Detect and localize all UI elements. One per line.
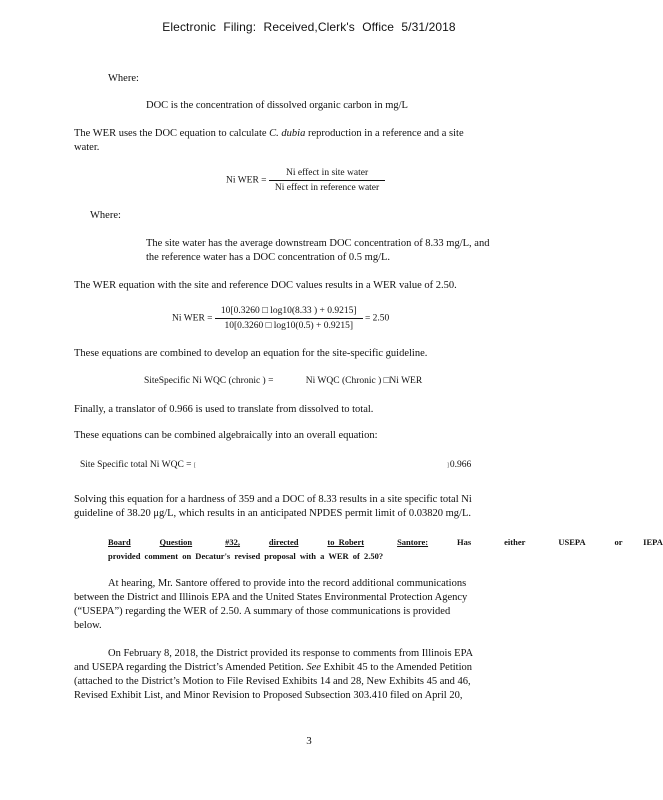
site-specific-rhs: Ni WQC (Chronic ) □Ni WER (305, 376, 423, 386)
wer-paragraph-line-2: water. (74, 142, 100, 153)
doc-definition: DOC is the concentration of dissolved organic carbon in mg/L (146, 100, 408, 111)
february-line-2-a: and USEPA regarding the District’s Amended Petition. (74, 662, 307, 673)
iepa-word: IEPA (643, 537, 663, 547)
wer-value-rhs: = 2.50 (364, 313, 390, 324)
total-wqc-lhs: Site Specific total Ni WQC = (80, 460, 192, 470)
hearing-line-1: At hearing, Mr. Santore offered to provide into the record additional communications (108, 578, 467, 589)
combined-paragraph: These equations are combined to develop an equation for the site-specific guideline. (74, 348, 428, 359)
wer-paragraph-line-1 (74, 128, 518, 139)
february-line-4: Revised Exhibit List, and Minor Revision to Proposed Subsection 303.410 filed on April 20, (74, 690, 463, 701)
wer-denominator: Ni effect in reference water (269, 180, 385, 193)
species-name: C. dubia (269, 128, 306, 139)
has-word: Has (456, 537, 472, 547)
board-question-line-1 (108, 537, 663, 547)
see-signal: See (306, 662, 321, 673)
question-word: Question (159, 537, 193, 547)
february-line-1: On February 8, 2018, the District provided its response to comments from Illinois EPA (108, 648, 474, 659)
wer-result-paragraph: The WER equation with the site and reference DOC values results in a WER value of 2.50. (74, 280, 457, 291)
equation-glyph-artifact: [ ] (193, 463, 450, 469)
where-label-1: Where: (108, 73, 139, 84)
solving-line-2: guideline of 38.20 μg/L, which results in an anticipated NPDES permit limit of 0.03820 mg/L. (74, 508, 471, 519)
wer-value-lhs: Ni WER = (172, 313, 213, 324)
february-line-2-b: Exhibit 45 to the Amended Petition (320, 662, 472, 673)
february-line-2 (74, 662, 472, 673)
recipient-name: to Robert (327, 537, 365, 547)
site-specific-equation (144, 376, 422, 386)
usepa-word: USEPA (558, 537, 586, 547)
solving-line-1: Solving this equation for a hardness of 359 and a DOC of 8.33 results in a site specific total Ni (74, 494, 472, 505)
wer-fraction (269, 168, 385, 193)
filing-header: Electronic Filing: Received,Clerk's Office 5/31/2018 (162, 20, 456, 34)
site-specific-lhs: SiteSpecific Ni WQC (chronic ) = (144, 376, 274, 386)
hearing-line-4: below. (74, 620, 102, 631)
site-water-line-1: The site water has the average downstream DOC concentration of 8.33 mg/L, and (146, 238, 490, 249)
where-label-2: Where: (90, 210, 121, 221)
wer-paragraph-text-a: The WER uses the DOC equation to calculate (74, 128, 270, 139)
hearing-line-3: (“USEPA”) regarding the WER of 2.50. A summary of those communications is provided (74, 606, 451, 617)
wer-paragraph-text-b: reproduction in a reference and a site (305, 128, 464, 139)
board-word: Board (108, 537, 131, 547)
wer-value-numerator: 10[0.3260 □ log10(8.33 ) + 0.9215] (220, 306, 357, 316)
algebraic-paragraph: These equations can be combined algebraically into an overall equation: (74, 430, 378, 441)
wer-value-fraction (215, 306, 363, 331)
wer-value-equation (172, 306, 389, 331)
or-word: or (614, 537, 623, 547)
question-number: #32, (225, 537, 241, 547)
wer-numerator: Ni effect in site water (285, 168, 369, 178)
wer-equation-lhs: Ni WER = (226, 175, 267, 186)
translator-paragraph: Finally, a translator of 0.966 is used to translate from dissolved to total. (74, 404, 374, 415)
wer-equation (226, 168, 385, 193)
wer-value-denominator: 10[0.3260 □ log10(0.5) + 0.9215] (215, 318, 363, 331)
directed-word: directed (268, 537, 299, 547)
hearing-line-2: between the District and Illinois EPA and the United States Environmental Protection Agency (74, 592, 468, 603)
either-word: either (504, 537, 526, 547)
total-wqc-equation (80, 460, 471, 470)
total-wqc-rhs: 0.966 (449, 460, 472, 470)
board-question-line-2: provided comment on Decatur's revised proposal with a WER of 2.50? (108, 551, 384, 561)
equation-glyph-artifact (276, 379, 304, 385)
february-line-3: (attached to the District’s Motion to File Revised Exhibits 14 and 28, New Exhibits 45 and 46, (74, 676, 471, 687)
site-water-line-2: the reference water has a DOC concentration of 0.5 mg/L. (146, 252, 391, 263)
recipient-surname: Santore: (397, 537, 429, 547)
page-number: 3 (306, 735, 312, 747)
